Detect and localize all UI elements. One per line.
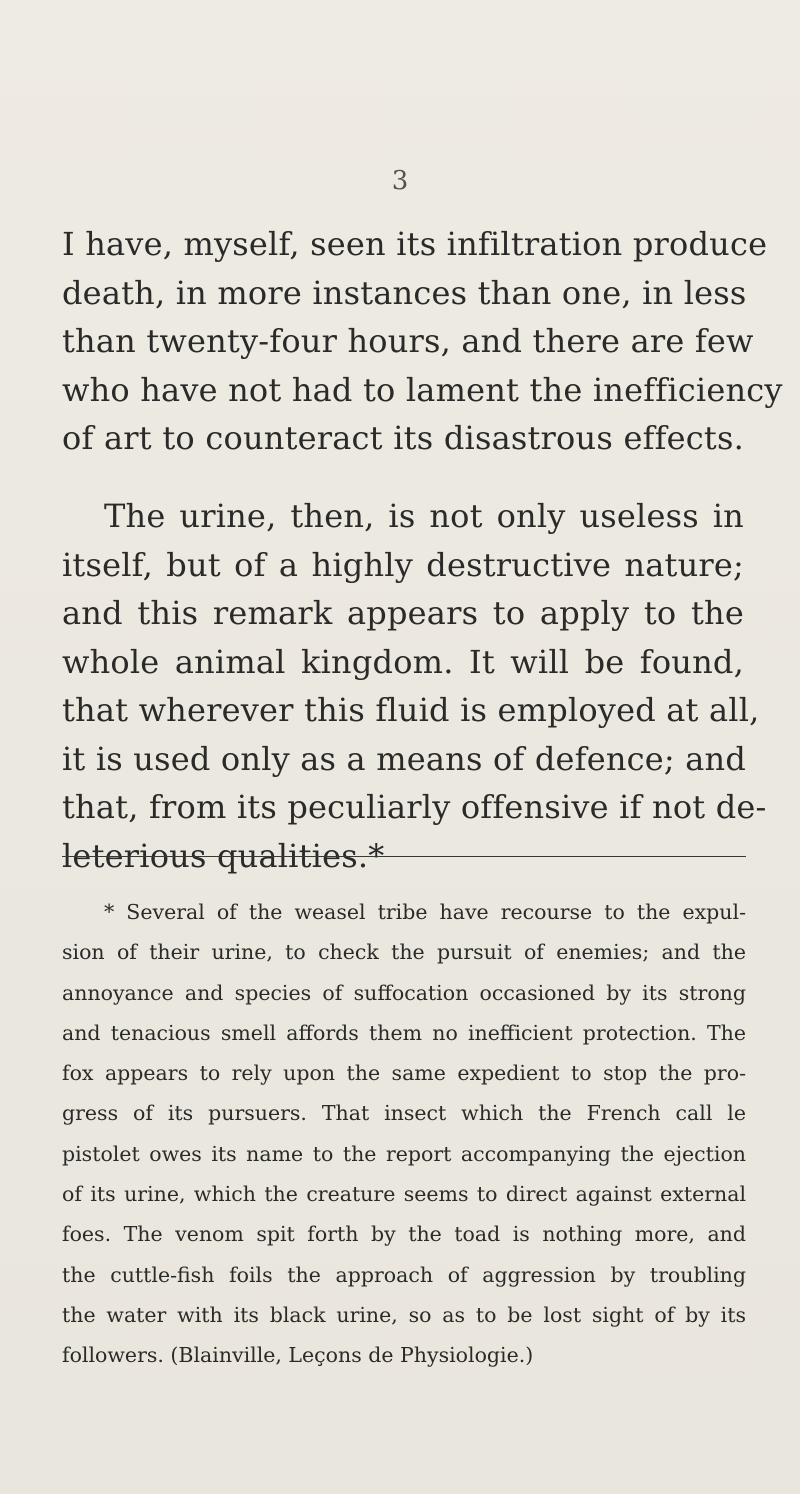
footnote-line: gress of its pursuers. That insect which the French call le <box>62 1101 746 1126</box>
text-line: leterious qualities.* <box>62 836 385 875</box>
text-line: I have, myself, seen its infiltration produce <box>62 225 768 263</box>
footnote-line: pistolet owes its name to the report accompanying the ejection <box>62 1141 746 1166</box>
footnote-line: * Several of the weasel tribe have recourse to the expul- <box>104 900 746 924</box>
text-line: death, in more instances than one, in less <box>62 273 747 312</box>
text-line: and this remark appears to apply to the <box>62 594 744 632</box>
text-line: that wherever this fluid is employed at all, <box>62 691 760 729</box>
text-line: that, from its peculiarly offensive if not de- <box>62 788 767 826</box>
text-line: itself, but of a highly destructive nature; <box>62 545 744 584</box>
text-line: than twenty-four hours, and there are few <box>62 322 754 360</box>
text-line: The urine, then, is not only useless in <box>104 497 744 535</box>
paragraph-1 <box>62 220 783 463</box>
footnote-line: the cuttle-fish foils the approach of aggression by troubling <box>62 1262 746 1287</box>
text-line: who have not had to lament the inefficiency <box>62 370 783 409</box>
paragraph-2 <box>62 492 767 880</box>
footnote-line: foes. The venom spit forth by the toad is nothing more, and <box>62 1222 746 1247</box>
footnote-line: of its urine, which the creature seems to direct against external <box>62 1182 746 1207</box>
text-line: it is used only as a means of defence; and <box>62 739 747 778</box>
footnote-line: and tenacious smell affords them no inefficient protection. The <box>62 1020 746 1045</box>
footnote-line: the water with its black urine, so as to be lost sight of by its <box>62 1302 746 1327</box>
page-number: 3 <box>391 166 409 196</box>
text-line: of art to counteract its disastrous effects. <box>62 419 744 457</box>
footnote <box>62 892 746 1376</box>
footnote-line: fox appears to rely upon the same expedient to stop the pro- <box>62 1061 746 1086</box>
footnote-divider <box>62 856 746 857</box>
footnote-line: annoyance and species of suffocation occasioned by its strong <box>62 980 746 1005</box>
footnote-line: followers. (Blainville, Leçons de Physiologie.) <box>62 1343 534 1368</box>
footnote-line: sion of their urine, to check the pursuit of enemies; and the <box>62 940 746 965</box>
text-line: whole animal kingdom. It will be found, <box>62 642 744 681</box>
